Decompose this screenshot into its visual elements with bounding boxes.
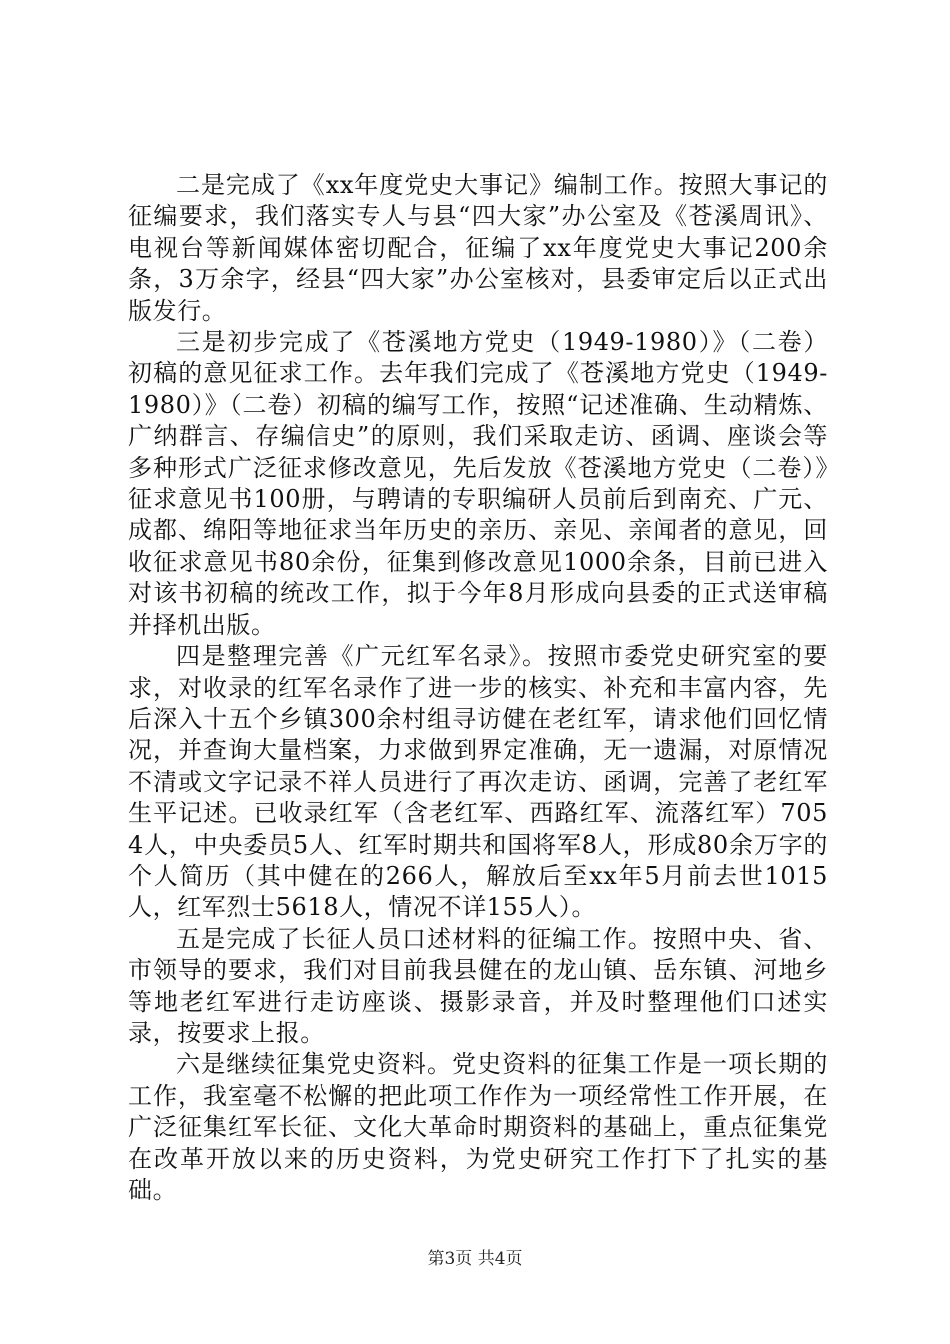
paragraph-6: 六是继续征集党史资料。党史资料的征集工作是一项长期的工作，我室毫不松懈的把此项工作作为一项经常性工作开展，在广泛征集红军长征、文化大革命时期资料的基础上，重点征集党在改革开放以来的历史资料，为党史研究工作打下了扎实的基础。 xyxy=(128,1050,828,1204)
paragraph-5: 五是完成了长征人员口述材料的征编工作。按照中央、省、市领导的要求，我们对目前我县健在的龙山镇、岳东镇、河地乡等地老红军进行走访座谈、摄影录音，并及时整理他们口述实录，按要求上报。 xyxy=(128,924,828,1047)
document-body xyxy=(128,170,828,1206)
page-number-footer: 第3页 共4页 xyxy=(427,1249,523,1269)
paragraph-3: 三是初步完成了《苍溪地方党史（1949-1980）》（二卷）初稿的意见征求工作。去年我们完成了《苍溪地方党史（1949-1980）》（二卷）初稿的编写工作，按照“记述准确、生动精炼、广纳群言、存编信史”的原则，我们采取走访、函调、座谈会等多种形式广泛征求修改意见，先后发放《苍溪地方党史（二卷）》征求意见书100册，与聘请的专职编研人员前后到南充、广元、成都、绵阳等地征求当年历史的亲历、亲见、亲闻者的意见，回收征求意见书80余份，征集到修改意见1000余条，目前已进入对该书初稿的统改工作，拟于今年8月形成向县委的正式送审稿并择机出版。 xyxy=(128,328,828,639)
paragraph-4: 四是整理完善《广元红军名录》。按照市委党史研究室的要求，对收录的红军名录作了进一步的核实、补充和丰富内容，先后深入十五个乡镇300余村组寻访健在老红军，请求他们回忆情况，并查询大量档案，力求做到界定准确，无一遗漏，对原情况不清或文字记录不祥人员进行了再次走访、函调，完善了老红军生平记述。已收录红军（含老红军、西路红军、流落红军）7054人，中央委员5人、红军时期共和国将军8人，形成80余万字的个人简历（其中健在的266人，解放后至xx年5月前去世1015人，红军烈士5618人，情况不详155人）。 xyxy=(128,642,828,922)
paragraph-2: 二是完成了《xx年度党史大事记》编制工作。按照大事记的征编要求，我们落实专人与县“四大家”办公室及《苍溪周讯》、电视台等新闻媒体密切配合，征编了xx年度党史大事记200余条，3万余字，经县“四大家”办公室核对，县委审定后以正式出版发行。 xyxy=(128,171,828,325)
